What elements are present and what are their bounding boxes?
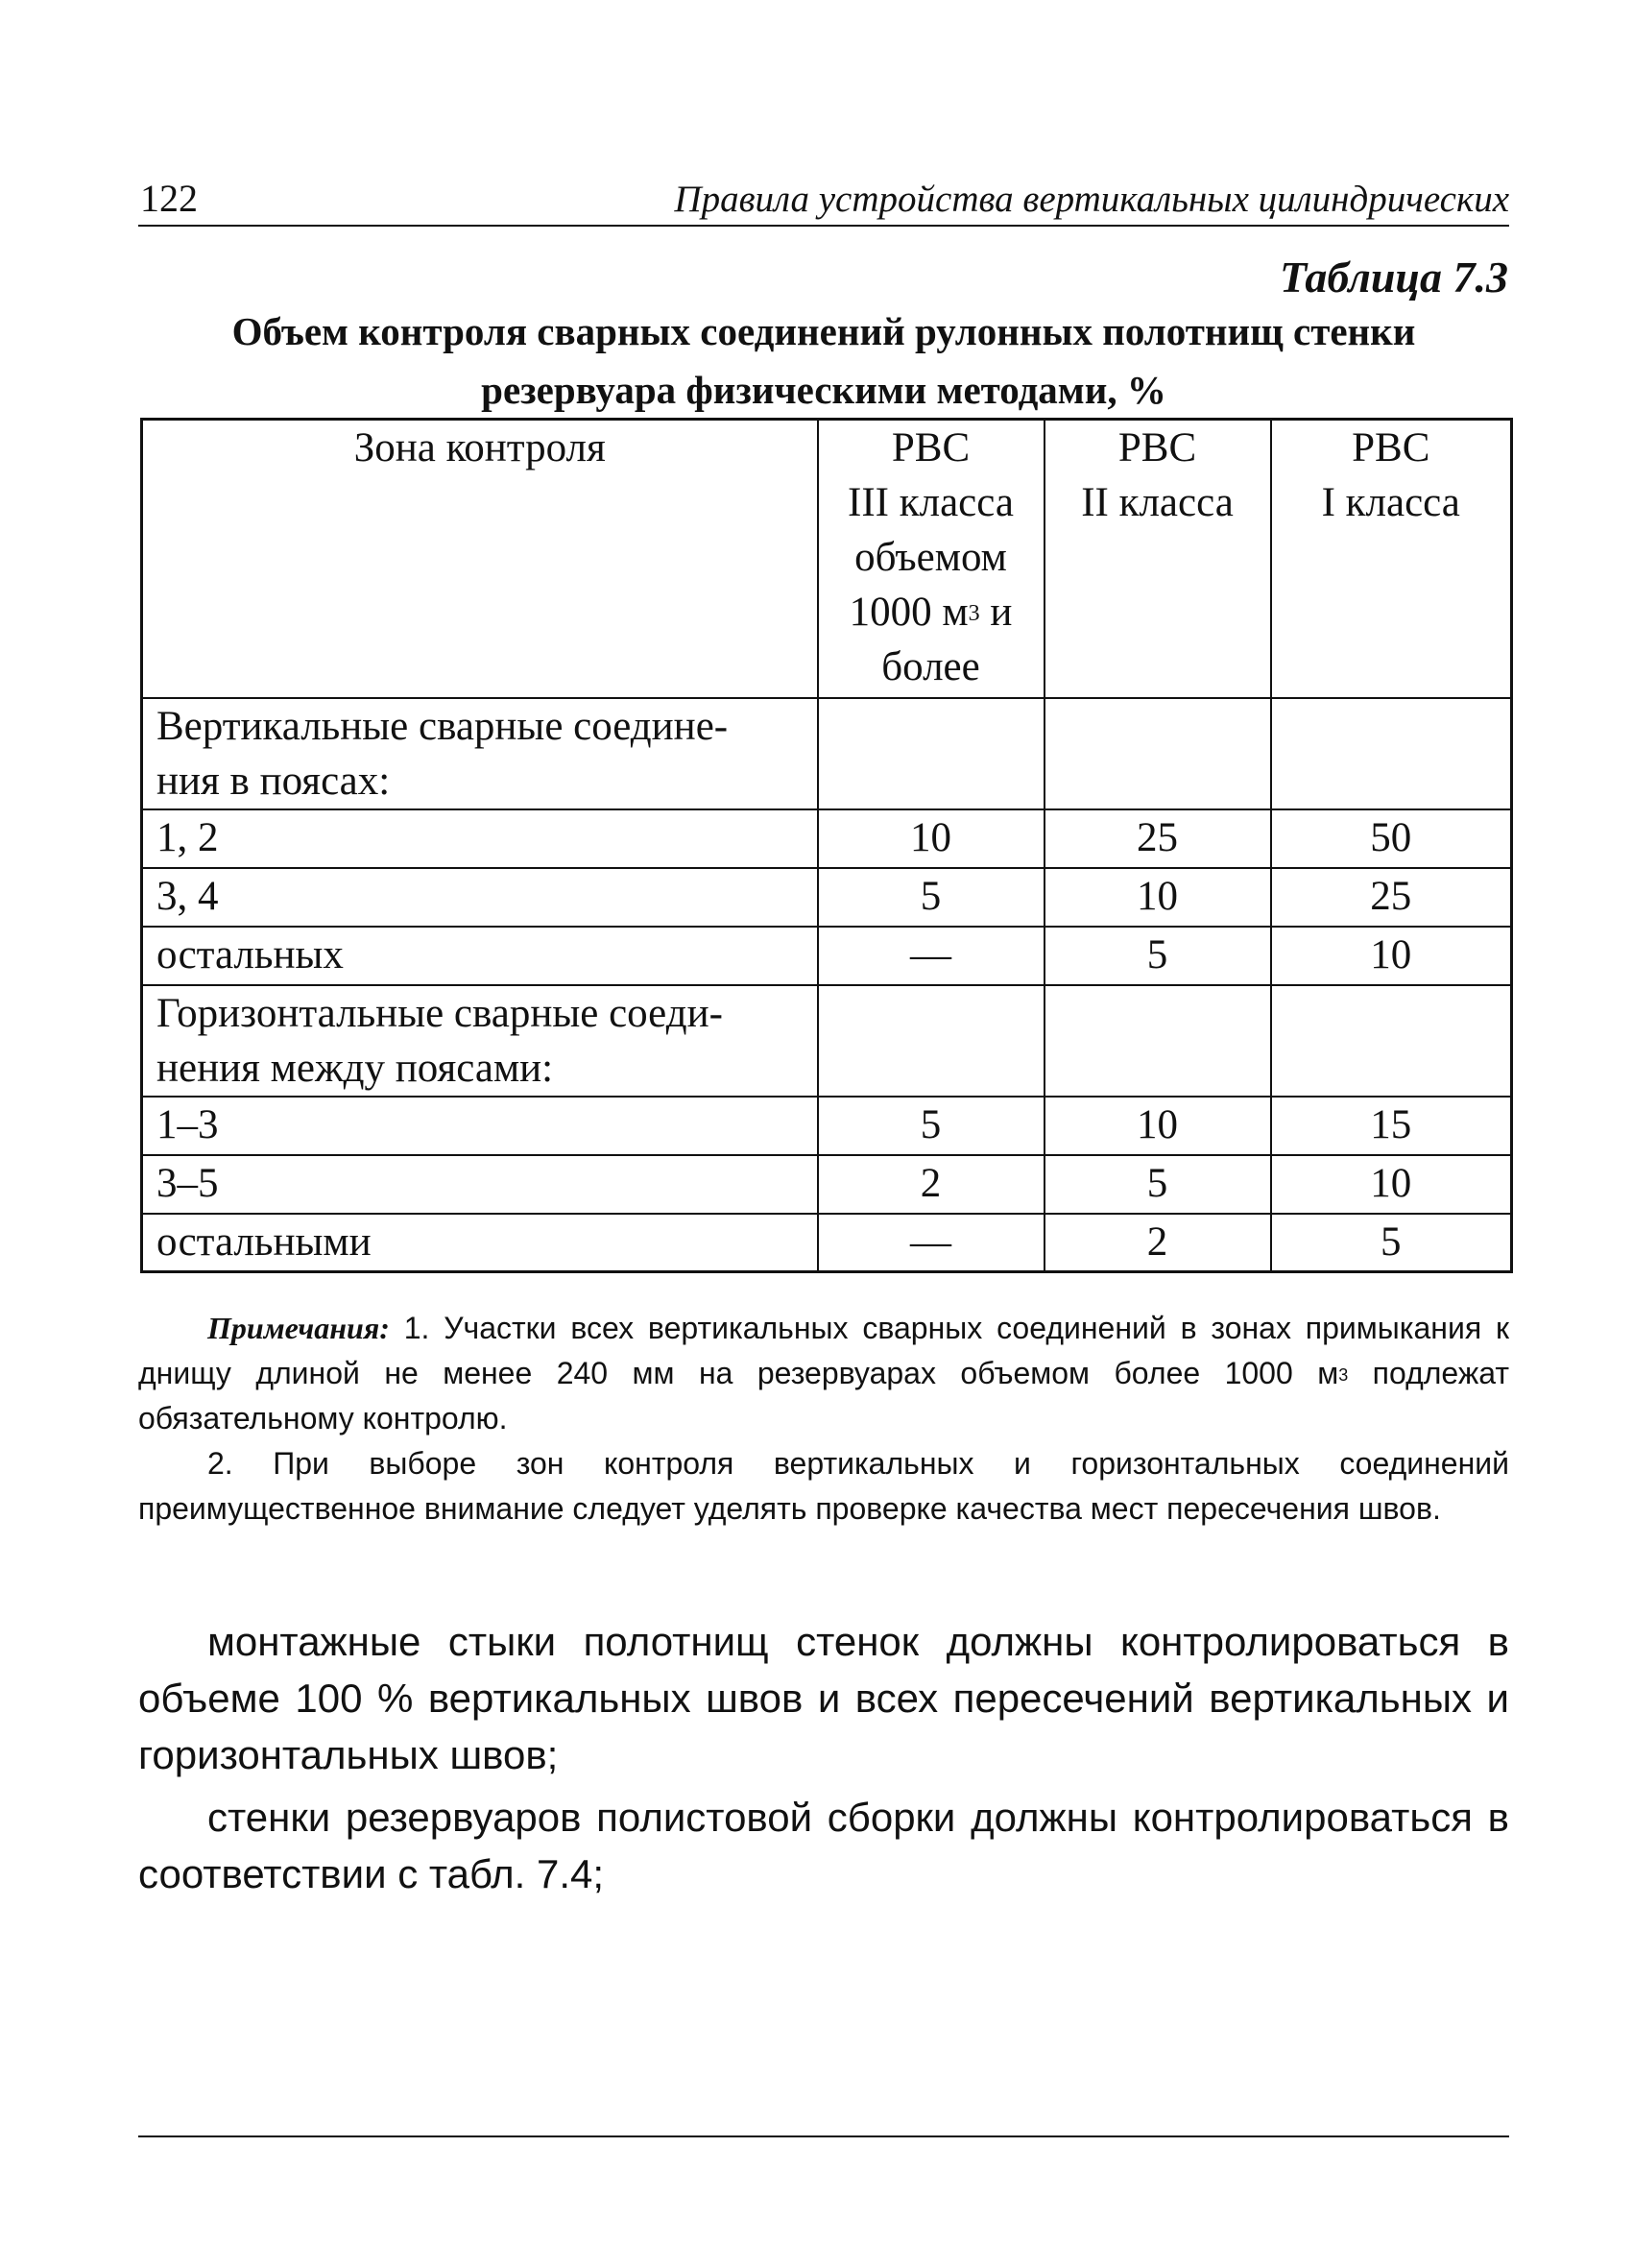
table-title-line: резервуара физическими методами, % bbox=[481, 368, 1166, 412]
value-cell: 25 bbox=[1045, 809, 1271, 868]
value-cell: — bbox=[818, 927, 1045, 985]
table-row bbox=[142, 698, 1512, 809]
value-cell: 15 bbox=[1271, 1097, 1512, 1155]
note-2: 2. При выборе зон контроля вертикальных и горизонтальных соединений преимущественное внимание следует уделять проверке качества мест пересечения швов. bbox=[138, 1446, 1509, 1526]
zone-cell: 1, 2 bbox=[142, 809, 818, 868]
value-cell: 50 bbox=[1271, 809, 1512, 868]
table-notes bbox=[138, 1306, 1509, 1532]
value-cell: 10 bbox=[1045, 868, 1271, 927]
value-cell: 10 bbox=[1045, 1097, 1271, 1155]
header-rvs-class-3: РВС III класса объемом 1000 $м^3$ и более bbox=[818, 420, 1045, 698]
zone-cell: 3–5 bbox=[142, 1155, 818, 1214]
value-cell bbox=[1271, 985, 1512, 1097]
value-cell: 10 bbox=[1271, 1155, 1512, 1214]
table-title bbox=[138, 302, 1509, 420]
table-row bbox=[142, 927, 1512, 985]
value-cell: 5 bbox=[818, 1097, 1045, 1155]
value-cell: 5 bbox=[818, 868, 1045, 927]
table-label: Таблица 7.3 bbox=[1279, 253, 1508, 302]
zone-cell: остальными bbox=[142, 1214, 818, 1272]
value-cell: — bbox=[818, 1214, 1045, 1272]
zone-cell: остальных bbox=[142, 927, 818, 985]
table-row bbox=[142, 985, 1512, 1097]
running-head bbox=[138, 171, 1509, 227]
value-cell: 5 bbox=[1045, 927, 1271, 985]
value-cell: 10 bbox=[1271, 927, 1512, 985]
footer-rule bbox=[138, 2135, 1509, 2137]
note-1: Примечания: 1. Участки всех вертикальных сварных соединений в зонах примыкания к днищу длиной не менее 240 мм на резервуарах объемом более 1000 $м^3$ подлежат обязательному контролю. bbox=[138, 1311, 1510, 1436]
value-cell bbox=[1045, 985, 1271, 1097]
table-row bbox=[142, 1155, 1512, 1214]
zone-cell: 1–3 bbox=[142, 1097, 818, 1155]
value-cell: 5 bbox=[1271, 1214, 1512, 1272]
zone-cell: 3, 4 bbox=[142, 868, 818, 927]
zone-cell: Вертикальные сварные соедине- ния в поясах: bbox=[142, 698, 818, 809]
value-cell bbox=[818, 698, 1045, 809]
value-cell: 2 bbox=[818, 1155, 1045, 1214]
value-cell: 2 bbox=[1045, 1214, 1271, 1272]
zone-cell: Горизонтальные сварные соеди- нения между поясами: bbox=[142, 985, 818, 1097]
table-row bbox=[142, 1097, 1512, 1155]
header-rvs-class-1: РВС I класса bbox=[1271, 420, 1512, 698]
table-header-row bbox=[142, 420, 1512, 698]
value-cell bbox=[818, 985, 1045, 1097]
header-rvs-class-2: РВС II класса bbox=[1045, 420, 1271, 698]
table-row bbox=[142, 809, 1512, 868]
table-row bbox=[142, 868, 1512, 927]
running-title: Правила устройства вертикальных цилиндрических bbox=[674, 179, 1509, 220]
table-title-line: Объем контроля сварных соединений рулонных полотнищ стенки bbox=[231, 309, 1416, 353]
header-zone: Зона контроля bbox=[142, 420, 818, 698]
notes-heading: Примечания: bbox=[207, 1311, 390, 1345]
value-cell bbox=[1045, 698, 1271, 809]
body-paragraph: монтажные стыки полотнищ стенок должны контролироваться в объеме 100 % вертикальных швов и всех пересечений вертикальных и горизонтальных швов; bbox=[138, 1619, 1509, 1777]
body-text bbox=[138, 1613, 1509, 1908]
value-cell: 10 bbox=[818, 809, 1045, 868]
value-cell bbox=[1271, 698, 1512, 809]
page-number: 122 bbox=[140, 177, 198, 220]
control-volume-table bbox=[140, 418, 1513, 1273]
value-cell: 5 bbox=[1045, 1155, 1271, 1214]
value-cell: 25 bbox=[1271, 868, 1512, 927]
body-paragraph: стенки резервуаров полистовой сборки должны контролироваться в соответствии с табл. 7.4; bbox=[138, 1795, 1509, 1896]
table-row bbox=[142, 1214, 1512, 1272]
